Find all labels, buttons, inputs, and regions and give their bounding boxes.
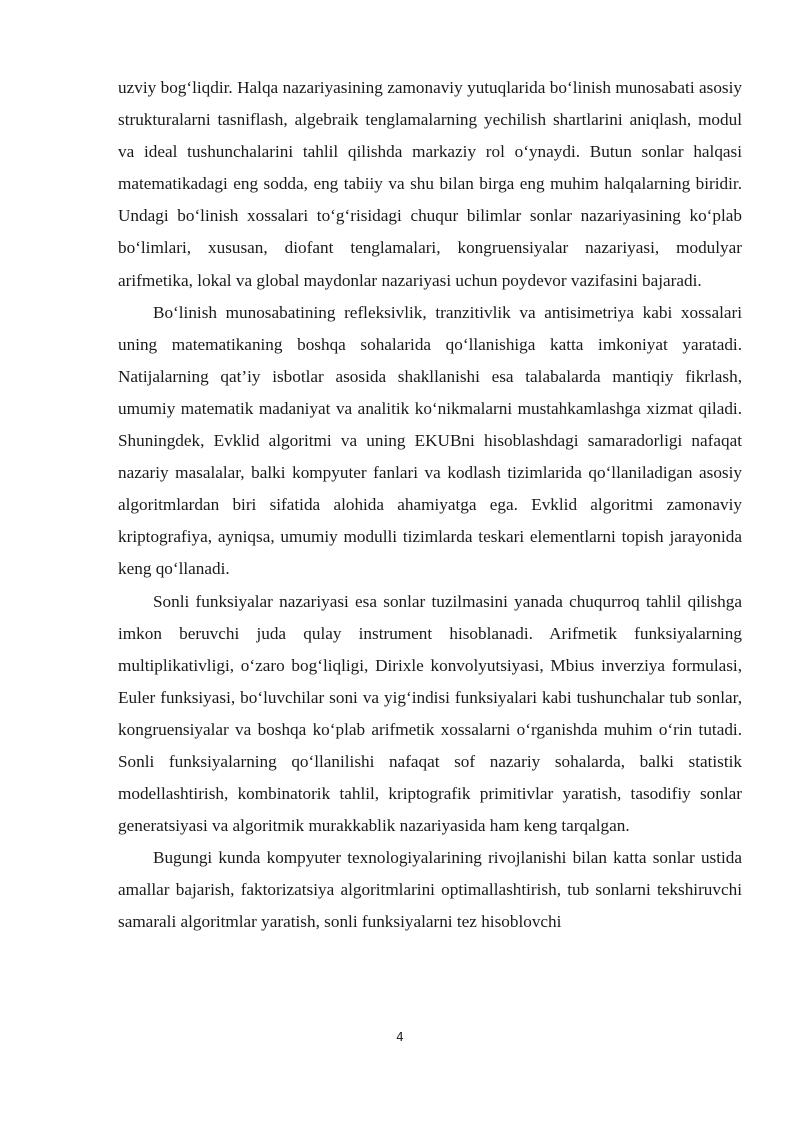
paragraph-2: Bo‘linish munosabatining refleksivlik, tranzitivlik va antisimetriya kabi xossalari uning matematikaning boshqa sohalarida qo‘llanishiga katta imkoniyat yaratadi. Natijalarning qat’iy isbotlar asosida shakllanishi esa talabalarda mantiqiy fikrlash, umumiy matematik madaniyat va analitik ko‘nikmalarni mustahkamlashga xizmat qiladi. Shuningdek, Evklid algoritmi va uning EKUBni hisoblashdagi samaradorligi nafaqat nazariy masalalar, balki kompyuter fanlari va kodlash tizimlarida qo‘llaniladigan asosiy algoritmlardan biri sifatida alohida ahamiyatga ega. Evklid algoritmi zamonaviy kriptografiya, ayniqsa, umumiy modulli tizimlarda teskari elementlarni topish jarayonida keng qo‘llanadi.: [118, 302, 742, 579]
paragraph-1: uzviy bog‘liqdir. Halqa nazariyasining zamonaviy yutuqlarida bo‘linish munosabati asosiy strukturalarni tasniflash, algebraik tenglamalarning yechilish shartlarini aniqlash, modul va ideal tushunchalarini tahlil qilishda markaziy rol o‘ynaydi. Butun sonlar halqasi matematikadagi eng sodda, eng tabiiy va shu bilan birga eng muhim halqalarning biridir. Undagi bo‘linish xossalari to‘g‘risidagi chuqur bilimlar sonlar nazariyasining ko‘plab bo‘limlari, xususan, diofant tenglamalari, kongruensiyalar nazariyasi, modulyar arifmetika, lokal va global maydonlar nazariyasi uchun poydevor vazifasini bajaradi.: [118, 78, 742, 290]
page-number: 4: [396, 1030, 404, 1044]
document-page: [118, 72, 742, 939]
paragraph-3: Sonli funksiyalar nazariyasi esa sonlar tuzilmasini yanada chuqurroq tahlil qilishga imkon beruvchi juda qulay instrument hisoblanadi. Arifmetik funksiyalarning multiplikativligi, o‘zaro bog‘liqligi, Dirixle konvolyutsiyasi, Mbius inverziya formulasi, Euler funksiyasi, bo‘luvchilar soni va yig‘indisi funksiyalari kabi tushunchalar tub sonlar, kongruensiyalar va boshqa ko‘plab arifmetik xossalarni o‘rganishda muhim o‘rin tutadi. Sonli funksiyalarning qo‘llanilishi nafaqat sof nazariy sohalarda, balki statistik modellashtirish, kombinatorik tahlil, kriptografik primitivlar yaratish, tasodifiy sonlar generatsiyasi va algoritmik murakkablik nazariyasida ham keng tarqalgan.: [118, 591, 742, 836]
paragraph-4: Bugungi kunda kompyuter texnologiyalarining rivojlanishi bilan katta sonlar ustida amallar bajarish, faktorizatsiya algoritmlarini optimallashtirish, tub sonlarni tekshiruvchi samarali algoritmlar yaratish, sonli funksiyalarni tez hisoblovchi: [118, 848, 742, 932]
